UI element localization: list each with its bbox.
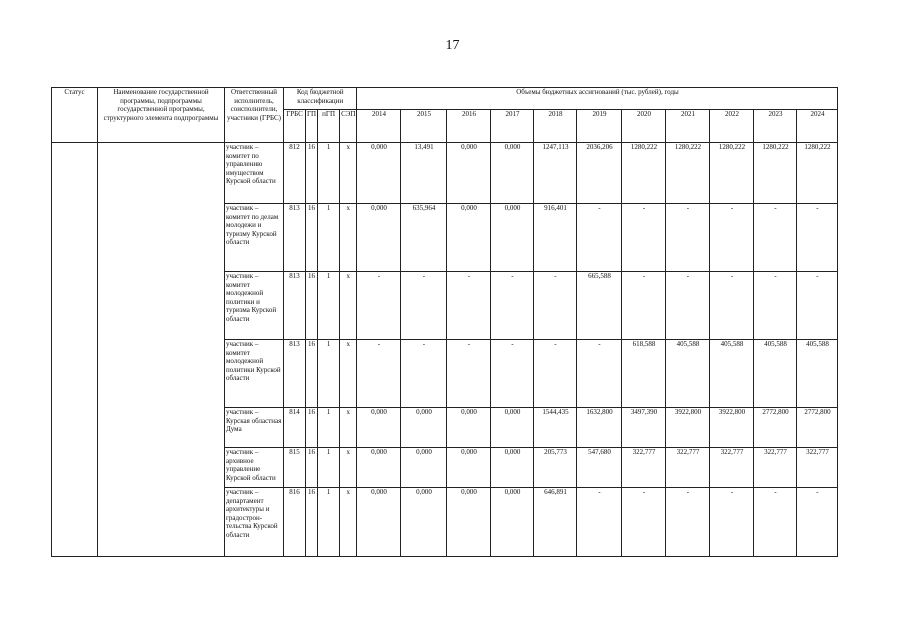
value-cell: 665,588 <box>577 272 622 340</box>
value-cell: 0,000 <box>491 143 534 204</box>
value-cell: - <box>622 488 666 557</box>
value-cell: 1544,435 <box>534 408 577 448</box>
header-code-sep: СЭП <box>340 110 357 143</box>
grbs-cell: 812 <box>284 143 306 204</box>
header-code-grbs: ГРБС <box>284 110 306 143</box>
value-cell: - <box>447 272 491 340</box>
value-cell: - <box>401 340 447 408</box>
pgp-cell: 1 <box>318 204 340 272</box>
value-cell: 547,680 <box>577 448 622 488</box>
status-cell <box>52 143 98 557</box>
value-cell: 0,000 <box>357 204 401 272</box>
sep-cell: х <box>340 272 357 340</box>
value-cell: 0,000 <box>447 448 491 488</box>
value-cell: 0,000 <box>447 143 491 204</box>
gp-cell: 16 <box>306 408 318 448</box>
value-cell: 0,000 <box>401 448 447 488</box>
value-cell: 13,491 <box>401 143 447 204</box>
pgp-cell: 1 <box>318 488 340 557</box>
pgp-cell: 1 <box>318 448 340 488</box>
value-cell: 0,000 <box>491 204 534 272</box>
executor-cell: участник – комитет по управлению имуществом Курской области <box>225 143 284 204</box>
value-cell: 0,000 <box>447 204 491 272</box>
name-cell <box>98 143 225 557</box>
value-cell: - <box>710 488 754 557</box>
value-cell: 322,777 <box>797 448 838 488</box>
value-cell: - <box>797 272 838 340</box>
value-cell: 0,000 <box>491 488 534 557</box>
header-year: 2016 <box>447 110 491 143</box>
header-volume-group: Объемы бюджетных ассигнований (тыс. рублей), годы <box>357 88 838 110</box>
executor-cell: участник – комитет молодежной политики Курской области <box>225 340 284 408</box>
sep-cell: х <box>340 448 357 488</box>
value-cell: - <box>491 272 534 340</box>
value-cell: 0,000 <box>491 448 534 488</box>
grbs-cell: 813 <box>284 340 306 408</box>
gp-cell: 16 <box>306 272 318 340</box>
pgp-cell: 1 <box>318 272 340 340</box>
value-cell: - <box>666 488 710 557</box>
header-name: Наименование государственной программы, подпрограммы государственной программы, структурного элемента подпрограммы <box>98 88 225 143</box>
value-cell: - <box>797 204 838 272</box>
header-code-pgp: пГП <box>318 110 340 143</box>
grbs-cell: 813 <box>284 204 306 272</box>
header-year: 2014 <box>357 110 401 143</box>
value-cell: 1280,222 <box>666 143 710 204</box>
pgp-cell: 1 <box>318 340 340 408</box>
header-year: 2022 <box>710 110 754 143</box>
value-cell: - <box>797 488 838 557</box>
value-cell: - <box>666 204 710 272</box>
header-year: 2015 <box>401 110 447 143</box>
sep-cell: х <box>340 204 357 272</box>
page-number: 17 <box>445 38 460 53</box>
value-cell: 2036,206 <box>577 143 622 204</box>
value-cell: 1632,800 <box>577 408 622 448</box>
gp-cell: 16 <box>306 340 318 408</box>
value-cell: - <box>447 340 491 408</box>
value-cell: - <box>754 272 797 340</box>
value-cell: - <box>534 340 577 408</box>
value-cell: 0,000 <box>357 448 401 488</box>
value-cell: 1280,222 <box>797 143 838 204</box>
grbs-cell: 813 <box>284 272 306 340</box>
header-year: 2018 <box>534 110 577 143</box>
value-cell: 0,000 <box>357 488 401 557</box>
gp-cell: 16 <box>306 488 318 557</box>
value-cell: - <box>622 204 666 272</box>
header-year: 2017 <box>491 110 534 143</box>
value-cell: 3922,800 <box>710 408 754 448</box>
value-cell: 405,588 <box>754 340 797 408</box>
sep-cell: х <box>340 143 357 204</box>
pgp-cell: 1 <box>318 143 340 204</box>
header-year: 2021 <box>666 110 710 143</box>
value-cell: 322,777 <box>710 448 754 488</box>
budget-table <box>51 87 838 557</box>
header-year: 2024 <box>797 110 838 143</box>
value-cell: - <box>754 488 797 557</box>
gp-cell: 16 <box>306 143 318 204</box>
executor-cell: участник – комитет по делам молодежи и туризму Курской области <box>225 204 284 272</box>
value-cell: 0,000 <box>447 408 491 448</box>
value-cell: 618,588 <box>622 340 666 408</box>
value-cell: 0,000 <box>447 488 491 557</box>
value-cell: 2772,800 <box>797 408 838 448</box>
value-cell: 635,964 <box>401 204 447 272</box>
header-code-group: Код бюджетной классификации <box>284 88 357 110</box>
executor-cell: участник – Курская областная Дума <box>225 408 284 448</box>
header-code-gp: ГП <box>306 110 318 143</box>
value-cell: - <box>357 272 401 340</box>
header-year: 2020 <box>622 110 666 143</box>
pgp-cell: 1 <box>318 408 340 448</box>
grbs-cell: 816 <box>284 488 306 557</box>
value-cell: - <box>710 204 754 272</box>
value-cell: 205,773 <box>534 448 577 488</box>
value-cell: - <box>754 204 797 272</box>
value-cell: 3497,390 <box>622 408 666 448</box>
value-cell: 322,777 <box>754 448 797 488</box>
value-cell: 322,777 <box>622 448 666 488</box>
value-cell: 916,401 <box>534 204 577 272</box>
value-cell: - <box>666 272 710 340</box>
value-cell: 0,000 <box>357 143 401 204</box>
executor-cell: участник – департамент архитектуры и градострон-тельства Курской области <box>225 488 284 557</box>
grbs-cell: 814 <box>284 408 306 448</box>
sep-cell: х <box>340 340 357 408</box>
value-cell: - <box>401 272 447 340</box>
executor-cell: участник – архивное управление Курской области <box>225 448 284 488</box>
value-cell: 2772,800 <box>754 408 797 448</box>
gp-cell: 16 <box>306 204 318 272</box>
grbs-cell: 815 <box>284 448 306 488</box>
value-cell: 322,777 <box>666 448 710 488</box>
value-cell: 0,000 <box>357 408 401 448</box>
value-cell: - <box>577 340 622 408</box>
value-cell: - <box>357 340 401 408</box>
header-year: 2023 <box>754 110 797 143</box>
value-cell: 646,891 <box>534 488 577 557</box>
executor-cell: участник – комитет молодежной политики и туризма Курской области <box>225 272 284 340</box>
value-cell: 0,000 <box>491 408 534 448</box>
value-cell: - <box>491 340 534 408</box>
value-cell: 405,588 <box>666 340 710 408</box>
value-cell: - <box>577 204 622 272</box>
value-cell: - <box>577 488 622 557</box>
value-cell: 0,000 <box>401 488 447 557</box>
value-cell: 1280,222 <box>710 143 754 204</box>
value-cell: 0,000 <box>401 408 447 448</box>
value-cell: 405,588 <box>710 340 754 408</box>
value-cell: 1247,113 <box>534 143 577 204</box>
gp-cell: 16 <box>306 448 318 488</box>
value-cell: 3922,800 <box>666 408 710 448</box>
header-status: Статус <box>52 88 98 143</box>
value-cell: 1280,222 <box>622 143 666 204</box>
header-year: 2019 <box>577 110 622 143</box>
header-executor: Ответственный исполнитель, соисполнители, участники (ГРБС) <box>225 88 284 143</box>
value-cell: 405,588 <box>797 340 838 408</box>
value-cell: - <box>710 272 754 340</box>
sep-cell: х <box>340 488 357 557</box>
value-cell: 1280,222 <box>754 143 797 204</box>
value-cell: - <box>534 272 577 340</box>
table-row <box>52 143 838 204</box>
value-cell: - <box>622 272 666 340</box>
sep-cell: х <box>340 408 357 448</box>
